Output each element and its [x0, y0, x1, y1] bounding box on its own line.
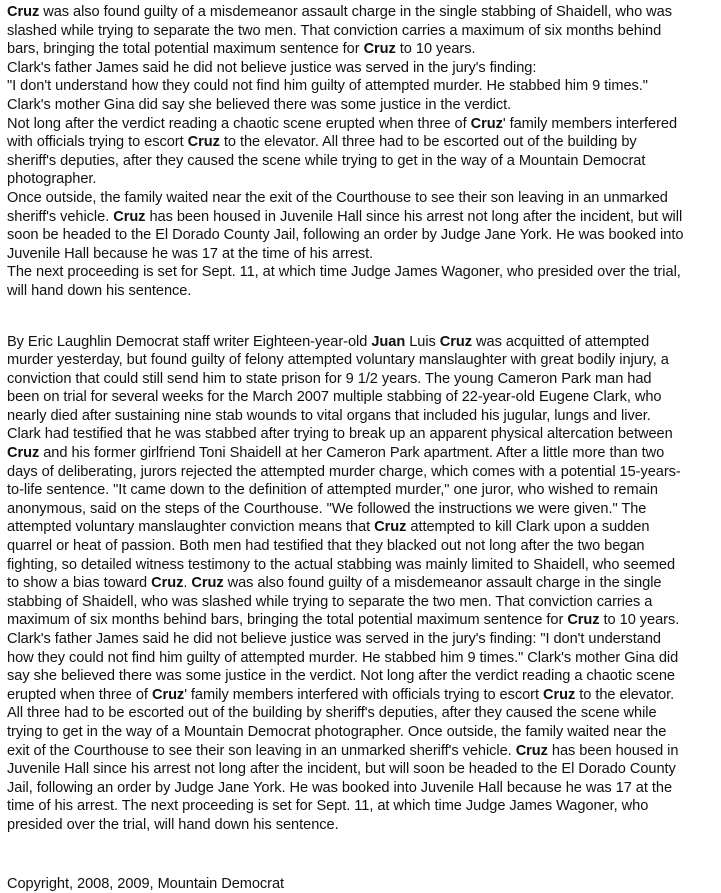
text-line	[7, 152, 715, 171]
text-line	[7, 593, 715, 612]
text-line	[7, 282, 715, 301]
text-line	[7, 704, 715, 723]
bold-name: Cruz	[363, 41, 396, 58]
text-run: attempted to kill Clark upon a sudden	[406, 519, 650, 536]
text-line	[7, 574, 715, 593]
text-run: fighting, so detailed witness testimony to the actual stabbing was mainly limited to Shaidell, who seemed	[7, 556, 676, 573]
text-run: exit of the Courthouse to see their son leaving in an unmarked sheriff's vehicle.	[7, 742, 516, 759]
text-run: to show a bias toward	[7, 575, 152, 592]
text-line	[7, 115, 715, 134]
text-line	[7, 686, 715, 705]
copyright-notice: Copyright, 2008, 2009, Mountain Democrat	[7, 875, 285, 892]
text-run: attempted voluntary manslaughter conviction means that	[7, 519, 375, 536]
text-line	[7, 189, 715, 208]
text-line	[7, 518, 715, 537]
text-line	[7, 263, 715, 282]
text-run: stabbing of Shaidell, who was slashed while trying to separate the two men. That conviction carries a	[7, 593, 653, 610]
text-run: bars, bringing the total potential maximum sentence for	[7, 41, 364, 58]
text-run: nearly died after sustaining nine stab wounds to vital organs that included his jugular, lungs and liver.	[7, 407, 651, 424]
text-run: has been housed in Juvenile Hall since his arrest not long after the incident, but will	[145, 208, 683, 225]
text-line	[7, 40, 715, 59]
text-run: soon be headed to the El Dorado County Jail, following an order by Judge Jane York. He was booked into	[7, 227, 684, 244]
text-line	[7, 463, 715, 482]
text-run: The next proceeding is set for Sept. 11, at which time Judge James Wagoner, who presided over the trial,	[7, 264, 681, 281]
bold-name: Cruz	[151, 686, 185, 703]
text-run: Once outside, the family waited near the exit of the Courthouse to see their son leaving in an unmarked	[7, 189, 668, 206]
text-line	[7, 133, 715, 152]
text-line	[7, 742, 715, 761]
text-run: Luis	[405, 333, 440, 350]
text-line	[7, 630, 715, 649]
text-run: Not long after the verdict reading a chaotic scene erupted when three of	[7, 115, 471, 132]
bold-name: Cruz	[187, 134, 220, 151]
text-line	[7, 96, 715, 115]
text-run: days of deliberating, jurors rejected the attempted murder charge, which comes with a potential 15-years-	[7, 463, 681, 480]
text-run: sheriff's deputies, after they caused the scene while trying to get in the way of a Mountain Democrat	[7, 152, 646, 169]
text-run: photographer.	[7, 171, 97, 188]
document-page	[7, 3, 715, 893]
text-line	[7, 611, 715, 630]
text-line	[7, 444, 715, 463]
text-run: ' family members interfered	[502, 115, 678, 132]
text-run: will hand down his sentence.	[7, 282, 192, 299]
text-line	[7, 797, 715, 816]
text-run: was also found guilty of a misdemeanor assault charge in the single	[223, 575, 662, 592]
text-line	[7, 388, 715, 407]
text-line	[7, 425, 715, 444]
text-run: to 10 years.	[395, 41, 476, 58]
text-run: Clark's father James said he did not believe justice was served in the jury's finding:	[7, 59, 537, 76]
text-run: "I don't understand how they could not find him guilty of attempted murder. He stabbed him 9 times."	[7, 78, 648, 95]
text-line	[7, 779, 715, 798]
text-run: how they could not find him guilty of attempted murder. He stabbed him 9 times." Clark's mother Gina did	[7, 649, 679, 666]
text-run: All three had to be escorted out of the building by sheriff's deputies, after they caused the scene while	[7, 705, 657, 722]
text-line	[7, 816, 715, 835]
text-line	[7, 667, 715, 686]
text-line	[7, 170, 715, 189]
text-run: been on trial for several weeks for the March 2007 multiple stabbing of 22-year-old Eugene Clark, who	[7, 389, 662, 406]
text-run: to the elevator. All three had to be escorted out of the building by	[219, 134, 637, 151]
text-line	[7, 760, 715, 779]
text-run: maximum of six months behind bars, bringing the total potential maximum sentence for	[7, 612, 568, 629]
text-run: to 10 years.	[599, 612, 680, 629]
text-run: has been housed in	[547, 742, 679, 759]
text-line	[7, 481, 715, 500]
text-run: Juvenile Hall since his arrest not long after the incident, but will soon be headed to the El Dorado County	[7, 761, 676, 778]
text-line	[7, 537, 715, 556]
bold-name: Cruz	[113, 208, 146, 225]
text-line	[7, 59, 715, 78]
article-continuation	[7, 3, 715, 301]
text-run: quarrel or heat of passion. Both men had testified that they blacked out not long after the two began	[7, 538, 645, 555]
text-line	[7, 351, 715, 370]
text-run: say she believed there was some justice in the verdict. Not long after the verdict reading a chaotic scene	[7, 668, 675, 685]
text-run: was also found guilty of a misdemeanor assault charge in the single stabbing of Shaidell, who was	[39, 4, 672, 20]
text-run: presided over the trial, will hand down his sentence.	[7, 816, 339, 833]
text-run: Clark had testified that he was stabbed after trying to break up an apparent physical altercation between	[7, 426, 673, 443]
bold-name: Cruz	[374, 519, 407, 536]
text-run: to-life sentence. "It came down to the definition of attempted murder," one juror, who wished to remain	[7, 482, 658, 499]
text-line	[7, 77, 715, 96]
text-run: anonymous, said on the steps of the Courthouse. "We followed the instructions we were given." The	[7, 500, 647, 517]
text-run: Jail, following an order by Judge Jane York. He was booked into Juvenile Hall because he was 17 at the	[7, 779, 673, 796]
text-line	[7, 208, 715, 227]
bold-name: Cruz	[7, 445, 40, 462]
text-line	[7, 333, 715, 352]
text-run: with officials trying to escort	[7, 134, 188, 151]
bold-name: Cruz	[439, 333, 473, 350]
text-line	[7, 226, 715, 245]
bold-name: Juan	[371, 333, 406, 350]
text-run: Clark's father James said he did not believe justice was served in the jury's finding: "I don't understand	[7, 631, 661, 647]
text-run: slashed while trying to separate the two men. That conviction carries a maximum of six months behind	[7, 22, 662, 39]
text-run: ' family members interfered with officials trying to escort	[184, 686, 543, 703]
text-run: Clark's mother Gina did say she believed there was some justice in the verdict.	[7, 96, 512, 113]
text-line	[7, 370, 715, 389]
text-run: erupted when three of	[7, 686, 152, 703]
bold-name: Cruz	[543, 686, 576, 703]
text-run: .	[183, 575, 192, 592]
text-line	[7, 500, 715, 519]
text-line	[7, 407, 715, 426]
text-run: and his former girlfriend Toni Shaidell at her Cameron Park apartment. After a little more than two	[39, 445, 665, 462]
text-run: conviction that could still send him to state prison for 9 1/2 years. The young Cameron Park man had	[7, 370, 652, 387]
text-run: was acquitted of attempted	[472, 333, 650, 350]
text-line	[7, 22, 715, 41]
text-run: By Eric Laughlin Democrat staff writer Eighteen-year-old	[7, 333, 372, 350]
bold-name: Cruz	[151, 575, 184, 592]
text-line	[7, 723, 715, 742]
article-body	[7, 333, 715, 835]
bold-name: Cruz	[515, 742, 548, 759]
text-run: time of his arrest. The next proceeding is set for Sept. 11, at which time Judge James Wagoner, who	[7, 798, 649, 815]
text-run: sheriff's vehicle.	[7, 208, 114, 225]
bold-name: Cruz	[7, 4, 40, 20]
text-line	[7, 3, 715, 22]
text-run: trying to get in the way of a Mountain Democrat photographer. Once outside, the family waited near the	[7, 723, 667, 740]
text-line	[7, 649, 715, 668]
text-run: murder yesterday, but found guilty of felony attempted voluntary manslaughter with great bodily injury, a	[7, 352, 669, 369]
text-line	[7, 245, 715, 264]
bold-name: Cruz	[567, 612, 600, 629]
bold-name: Cruz	[191, 575, 224, 592]
bold-name: Cruz	[470, 115, 503, 132]
text-line	[7, 556, 715, 575]
text-run: Juvenile Hall because he was 17 at the time of his arrest.	[7, 245, 374, 262]
text-run: to the elevator.	[575, 686, 675, 703]
